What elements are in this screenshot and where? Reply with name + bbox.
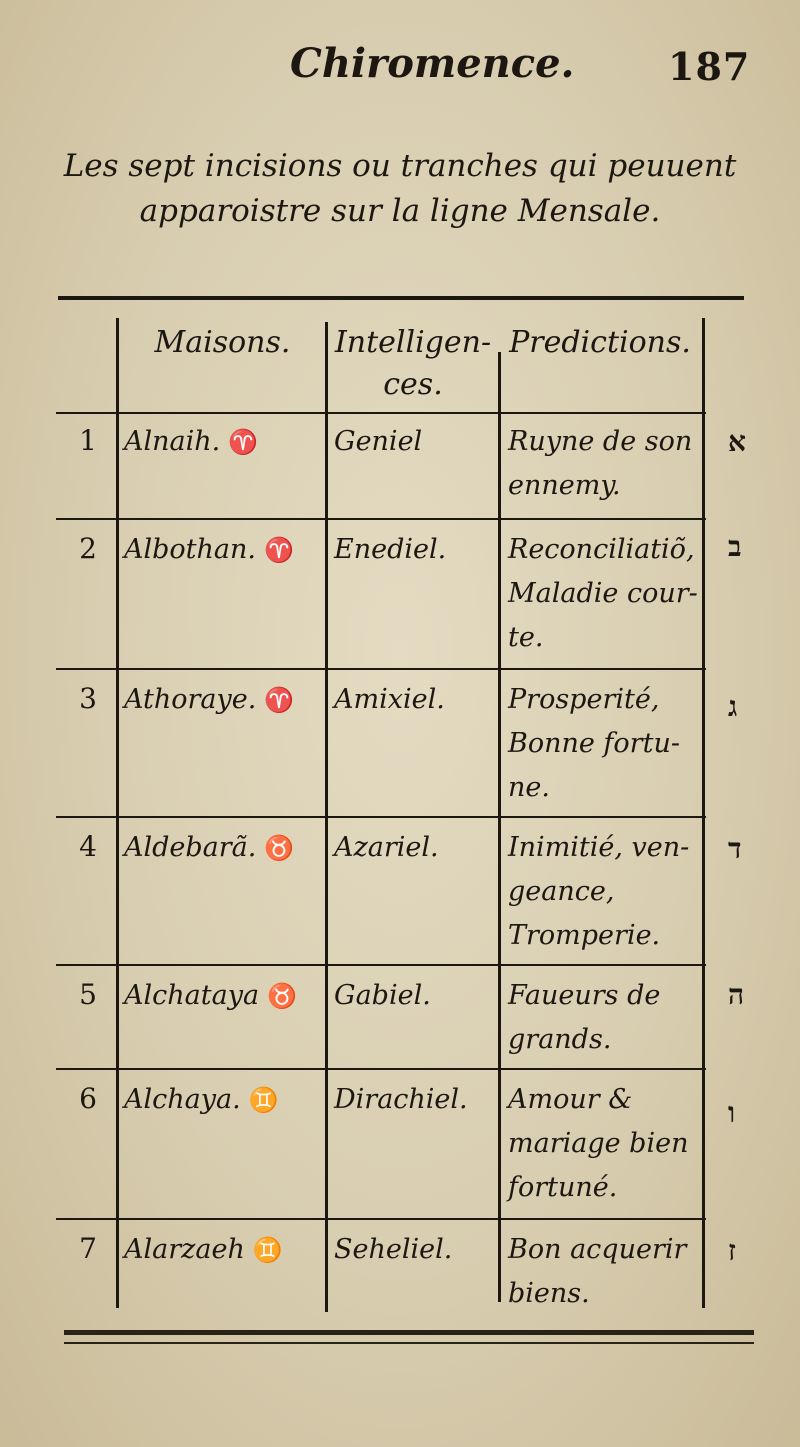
- row-number: 6: [79, 1082, 97, 1115]
- intelligence-name: Dirachiel.: [334, 1084, 468, 1115]
- column-header-intelligences-line1: Intelligen-: [334, 325, 492, 360]
- prediction-line: Reconciliatiõ,: [508, 534, 695, 565]
- bottom-rule: [64, 1330, 754, 1335]
- intelligence-name: Enediel.: [334, 534, 447, 565]
- intelligence-name: Geniel: [334, 426, 423, 457]
- prediction-line: biens.: [508, 1278, 590, 1309]
- hebrew-letter: ד: [728, 832, 742, 865]
- house-label: Alchaya.: [124, 1084, 241, 1115]
- zodiac-sign-icon: ♊: [252, 1236, 283, 1264]
- hebrew-letter: ג: [728, 690, 738, 723]
- hebrew-letter: ו: [728, 1096, 736, 1129]
- row-number: 5: [79, 978, 97, 1011]
- zodiac-sign-icon: ♉: [267, 982, 297, 1010]
- prediction-line: Inimitié, ven-: [508, 832, 690, 863]
- prediction-line: ennemy.: [508, 470, 621, 501]
- prediction-line: Amour &: [508, 1084, 633, 1115]
- zodiac-sign-icon: ♉: [264, 834, 295, 862]
- house-label: Albothan.: [124, 534, 256, 565]
- intelligence-name: Amixiel.: [334, 684, 445, 715]
- row-divider: [56, 1218, 706, 1220]
- prediction-line: Maladie cour-: [508, 578, 698, 609]
- row-divider: [56, 964, 706, 966]
- column-header-intelligences-line2: ces.: [383, 367, 443, 402]
- prediction-line: Bonne fortu-: [508, 728, 680, 759]
- hebrew-letter: ה: [728, 978, 745, 1011]
- house-name: [124, 1078, 279, 1122]
- row-divider: [56, 816, 706, 818]
- intelligence-name: Azariel.: [334, 832, 439, 863]
- caption-line-2: apparoistre sur la ligne Mensale.: [139, 193, 661, 229]
- house-name: [124, 826, 294, 870]
- zodiac-sign-icon: ♈: [264, 686, 295, 714]
- prediction-line: Prosperité,: [508, 684, 660, 715]
- row-number: 4: [79, 830, 97, 863]
- prediction-line: grands.: [508, 1024, 612, 1055]
- prediction-line: Tromperie.: [508, 920, 661, 951]
- house-label: Alnaih.: [124, 426, 221, 457]
- prediction-line: geance,: [508, 876, 615, 907]
- row-divider: [56, 668, 706, 670]
- table-border-right: [702, 318, 705, 1308]
- row-number: 1: [79, 424, 97, 457]
- top-rule: [58, 296, 744, 300]
- prediction-line: Bon acquerir: [508, 1234, 687, 1265]
- house-name: [124, 678, 294, 722]
- house-label: Athoraye.: [124, 684, 257, 715]
- prediction-line: Ruyne de son: [508, 426, 693, 457]
- zodiac-sign-icon: ♈: [228, 428, 259, 456]
- house-label: Alchataya: [124, 980, 260, 1011]
- house-name: [124, 974, 297, 1018]
- bottom-rule-double: [64, 1342, 754, 1344]
- column-divider-2: [498, 352, 501, 1302]
- zodiac-sign-icon: ♊: [248, 1086, 279, 1114]
- prediction-line: mariage bien: [508, 1128, 689, 1159]
- row-divider: [56, 412, 706, 414]
- intelligence-name: Seheliel.: [334, 1234, 453, 1265]
- house-name: [124, 420, 258, 464]
- zodiac-sign-icon: ♈: [263, 536, 294, 564]
- house-name: [124, 528, 294, 572]
- house-name: [124, 1228, 283, 1272]
- hebrew-letter: א: [728, 425, 746, 458]
- prediction-line: ne.: [508, 772, 550, 803]
- row-number: 3: [79, 682, 97, 715]
- house-label: Aldebarã.: [124, 832, 257, 863]
- row-number: 2: [79, 532, 97, 565]
- prediction-line: fortuné.: [508, 1172, 618, 1203]
- row-number: 7: [79, 1232, 97, 1265]
- row-divider: [56, 518, 706, 520]
- row-divider: [56, 1068, 706, 1070]
- prediction-line: Faueurs de: [508, 980, 661, 1011]
- intelligence-name: Gabiel.: [334, 980, 431, 1011]
- running-title: Chiromence.: [290, 40, 575, 87]
- hebrew-letter: ז: [728, 1234, 736, 1267]
- table-border-left: [116, 318, 119, 1308]
- hebrew-letter: ב: [728, 530, 742, 563]
- house-label: Alarzaeh: [124, 1234, 245, 1265]
- prediction-line: te.: [508, 622, 544, 653]
- column-header-maisons: Maisons.: [154, 325, 291, 360]
- caption-line-1: Les sept incisions ou tranches qui peuuent: [63, 148, 737, 184]
- page-number: 187: [668, 44, 751, 89]
- column-header-predictions: Predictions.: [509, 325, 691, 360]
